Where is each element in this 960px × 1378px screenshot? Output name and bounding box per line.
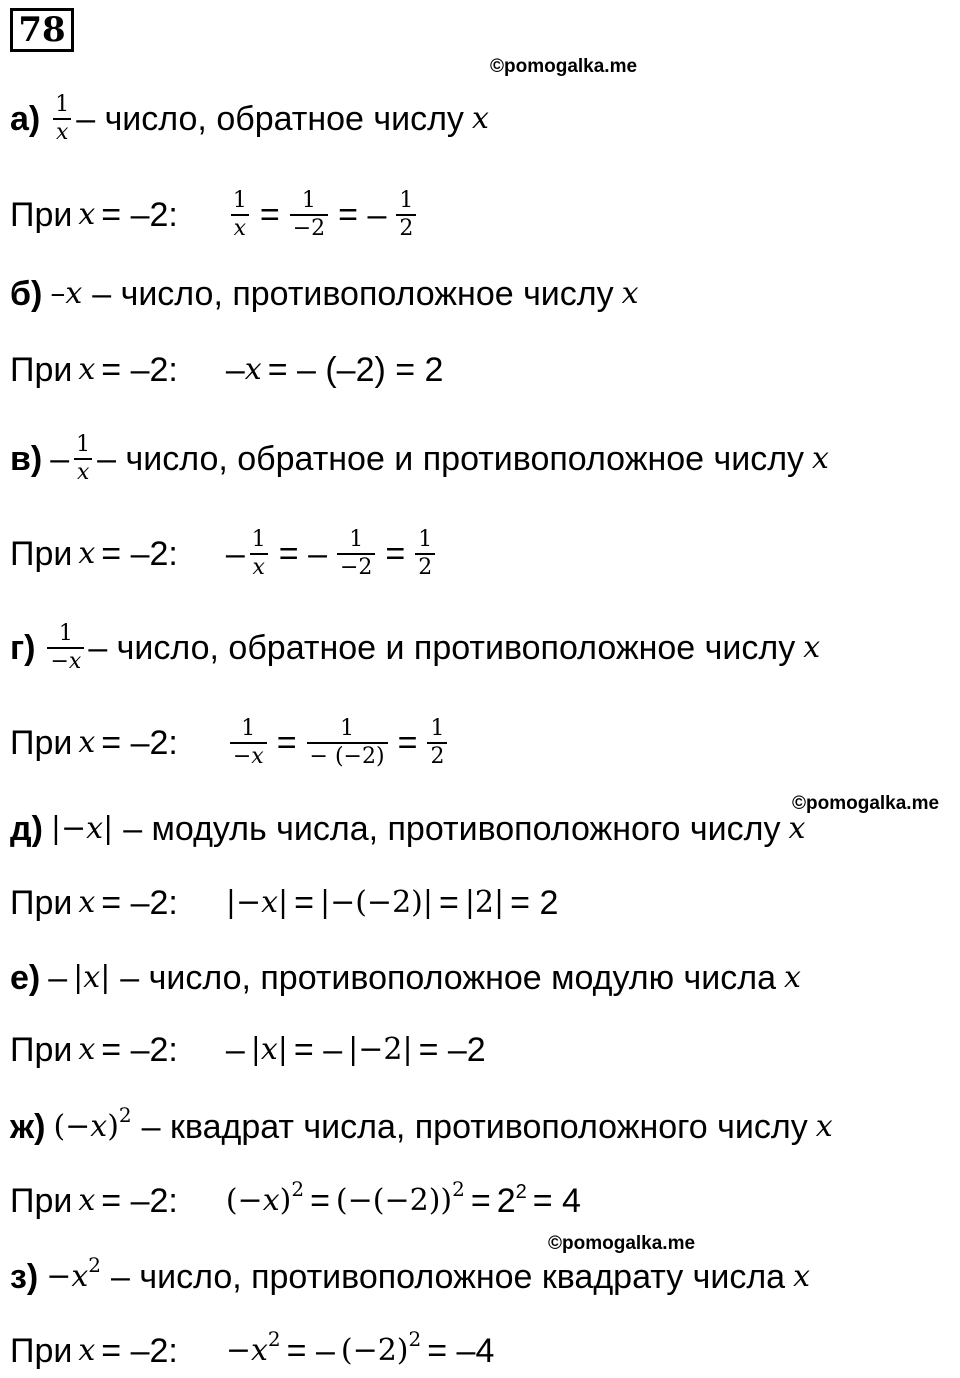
item-description: – число, обратное числу — [76, 100, 464, 138]
item-zh: ж) (− x )$^2$ – квадрат числа, противоположного числу x — [10, 1103, 833, 1146]
fraction: $\frac{1}{x}$ — [73, 432, 93, 486]
item-d: д) |− x | – модуль числа, противоположного числу x — [10, 810, 806, 848]
variable: x — [621, 276, 639, 311]
fraction: $\frac{1}{-x}$ — [47, 621, 84, 675]
watermark: ©pomogalka.me — [490, 56, 638, 77]
example-zh: При x = –2: (− x )$^2$ = $(-(-2))^2$ = $2^2$ = 4 — [10, 1177, 581, 1220]
item-a — [10, 92, 489, 146]
item-description: – число, обратное и противоположное числу — [88, 629, 796, 667]
problem-number: 78 — [10, 8, 74, 52]
fraction: $\frac{1}{-2}$ — [290, 188, 328, 242]
item-e: е) – | x | – число, противоположное модулю числа x — [10, 959, 801, 997]
item-z: з) − x $^2$ – число, противоположное квадрату числа x — [10, 1253, 811, 1296]
example-z: При x = –2: − x $^2$ = – $(-2)^2$ = –4 — [10, 1327, 495, 1370]
example-d: При x = –2: |− x | = |−(−2)| = |2| = 2 — [10, 884, 559, 922]
item-description: – число, обратное и противоположное числу — [97, 440, 805, 478]
item-label: б) — [10, 275, 43, 313]
fraction: $\frac{1}{-2}$ — [337, 527, 375, 581]
item-label: г) — [10, 629, 36, 667]
example-e: При x = –2: – | x | = – |−2| = –2 — [10, 1031, 486, 1069]
condition: = –2: — [101, 196, 178, 234]
item-description: – модуль числа, противоположного числу — [123, 810, 781, 848]
example-g: При x = –2: $\frac{1}{-x}$ = $\frac{1}{- (-2)}$ = $\frac{1}{2}$ — [10, 716, 451, 770]
fraction: $\frac{1}{2}$ — [427, 716, 447, 770]
item-v: в) – $\frac{1}{x}$ – число, обратное и противоположное числу x — [10, 432, 829, 485]
item-description: – число, противоположное числу — [92, 275, 614, 313]
item-description: – число, противоположное квадрату числа — [111, 1258, 786, 1296]
when-text: При — [10, 196, 73, 234]
item-b: б) – x – число, противоположное числу x — [10, 275, 639, 313]
item-description: – квадрат числа, противоположного числу — [141, 1108, 808, 1146]
item-label: е) — [10, 959, 41, 997]
item-description: – число, противоположное модулю числа — [120, 959, 776, 997]
item-label: д) — [10, 810, 43, 848]
fraction: $\frac{1}{- (-2)}$ — [307, 716, 388, 770]
fraction: $\frac{1}{2}$ — [415, 527, 435, 581]
fraction: $\frac{1}{x}$ — [249, 527, 269, 581]
fraction: $\frac{1}{-x}$ — [230, 716, 267, 770]
fraction: $\frac{1}{x}$ — [230, 188, 250, 242]
fraction: $\frac{1}{x}$ — [52, 92, 72, 146]
item-label: ж) — [10, 1108, 46, 1146]
watermark: ©pomogalka.me — [792, 793, 940, 814]
variable: x — [471, 101, 489, 136]
variable: x — [78, 197, 96, 232]
item-label: з) — [10, 1258, 39, 1296]
item-g: г) $\frac{1}{-x}$ – число, обратное и противоположное числу x — [10, 621, 821, 674]
item-label: а) — [10, 100, 41, 138]
example-a: При x = –2: $\frac{1}{x}$ = $\frac{1}{-2}$ = – $\frac{1}{2}$ — [10, 188, 420, 242]
example-v: При x = –2: – $\frac{1}{x}$ = – $\frac{1}{-2}$ = $\frac{1}{2}$ — [10, 527, 439, 581]
watermark: ©pomogalka.me — [548, 1233, 696, 1254]
item-label: в) — [10, 440, 43, 478]
example-b: При x = –2: – x = – (–2) = 2 — [10, 351, 444, 389]
fraction: $\frac{1}{2}$ — [396, 188, 416, 242]
